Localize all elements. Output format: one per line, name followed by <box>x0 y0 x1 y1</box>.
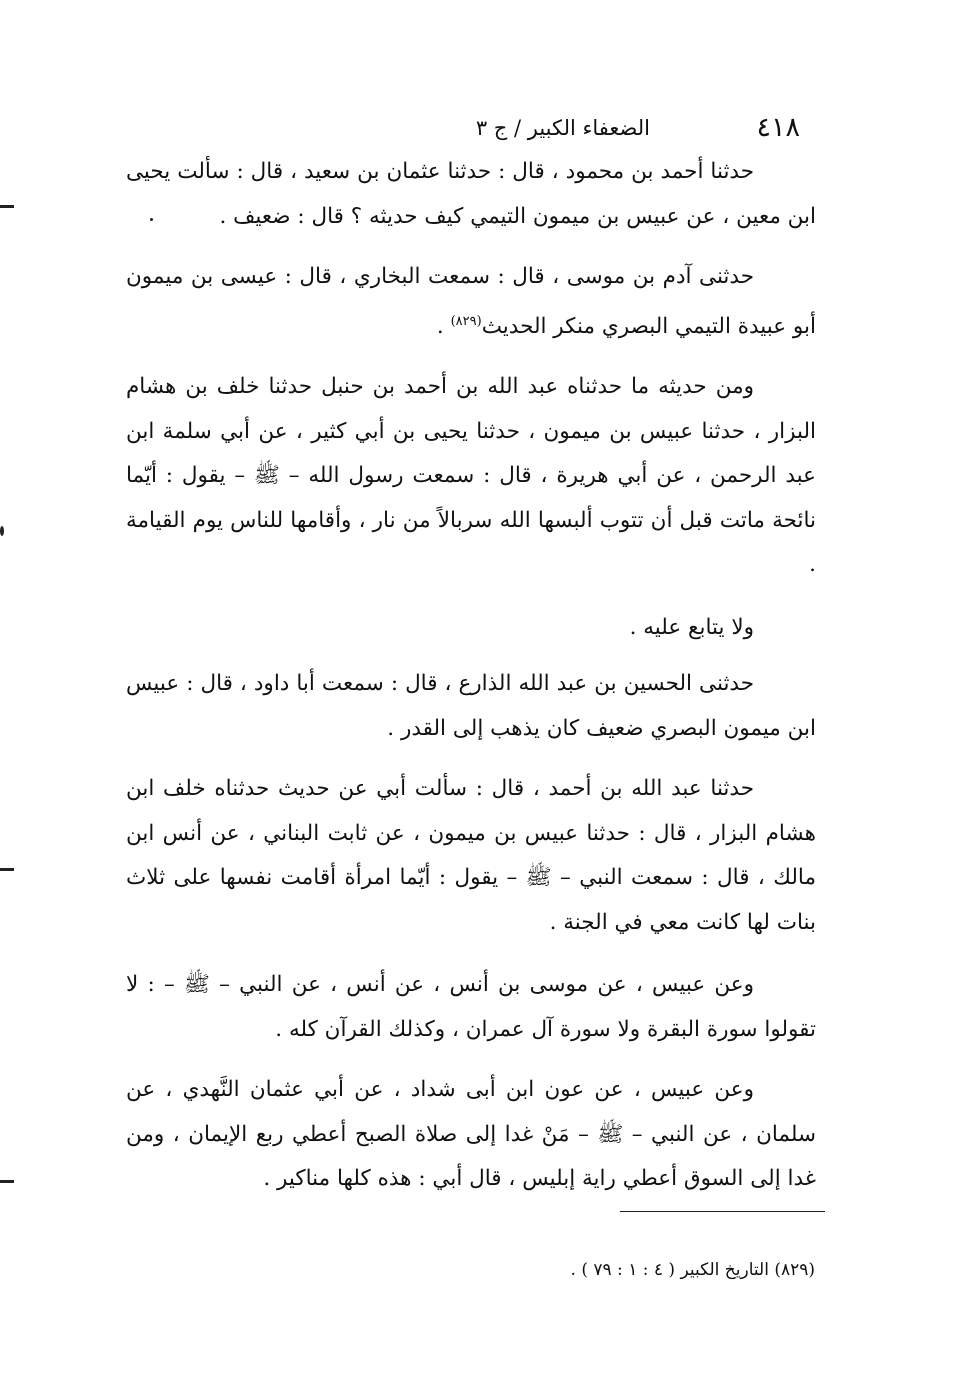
paragraph-7: وعن عبيس ، عن موسى بن أنس ، عن أنس ، عن النبي – ﷺ – : لا تقولوا سورة البقرة ولا سورة آل عمران ، وكذلك القرآن كله . <box>126 972 816 1042</box>
body-text <box>126 150 816 1220</box>
paragraph-6: حدثنا عبد الله بن أحمد ، قال : سألت أبي عن حديث حدثناه خلف ابن هشام البزار ، قال : حدثنا عبيس بن ميمون ، عن ثابت البناني ، عن أنس ابن مالك ، قال : سمعت النبي – ﷺ – يقول : أيّما امرأة أقامت نفسها على ثلاث بنات لها كانت معي في الجنة . <box>126 776 816 935</box>
running-title: الضعفاء الكبير / ج ٣ <box>475 116 650 140</box>
paragraph-8: وعن عبيس ، عن عون ابن أبى شداد ، عن أبي عثمان النَّهدي ، عن سلمان ، عن النبي – ﷺ – مَنْ غدا إلى صلاة الصبح أعطي ربع الإيمان ، ومن غدا إلى السوق أعطي راية إبليس ، قال أبي : هذه كلها مناكير . <box>126 1077 816 1192</box>
scan-speck <box>150 218 153 221</box>
paragraph-5: حدثنى الحسين بن عبد الله الذارع ، قال : سمعت أبا داود ، قال : عبيس ابن ميمون البصري ضعيف كان يذهب إلى القدر . <box>126 671 816 741</box>
footnote: (٨٢٩) التاريخ الكبير ( ٤ : ١ : ٧٩ ) . <box>570 1260 815 1280</box>
page-number: ٤١٨ <box>756 112 800 143</box>
paragraph-4: ولا يتابع عليه . <box>629 614 754 640</box>
paragraph-2-end: . <box>436 313 451 339</box>
paragraph-2 <box>126 255 816 349</box>
page-header <box>360 112 800 152</box>
footnote-divider <box>620 1211 825 1212</box>
footnote-reference: (٨٢٩) <box>450 313 482 329</box>
paragraph-1: حدثنا أحمد بن محمود ، قال : حدثنا عثمان بن سعيد ، قال : سألت يحيى ابن معين ، عن عبيس بن ميمون التيمي كيف حديثه ؟ قال : ضعيف . <box>126 159 816 229</box>
scan-edge-mark <box>0 526 4 536</box>
scan-edge-mark <box>0 205 14 208</box>
scan-edge-mark <box>0 1180 14 1183</box>
paragraph-3: ومن حديثه ما حدثناه عبد الله بن أحمد بن حنبل حدثنا خلف بن هشام البزار ، حدثنا عبيس بن ميمون ، حدثنا يحيى بن أبي كثير ، عن أبي سلمة ابن عبد الرحمن ، عن أبي هريرة ، قال : سمعت رسول الله – ﷺ – يقول : أيّما نائحة ماتت قبل أن تتوب ألبسها الله سربالاً من نار ، وأقامها للناس يوم القيامة . <box>126 374 816 578</box>
paragraph-2-text: حدثنى آدم بن موسى ، قال : سمعت البخاري ، قال : عيسى بن ميمون أبو عبيدة التيمي البصري منكر الحديث <box>126 264 816 339</box>
scan-edge-mark <box>0 868 14 871</box>
